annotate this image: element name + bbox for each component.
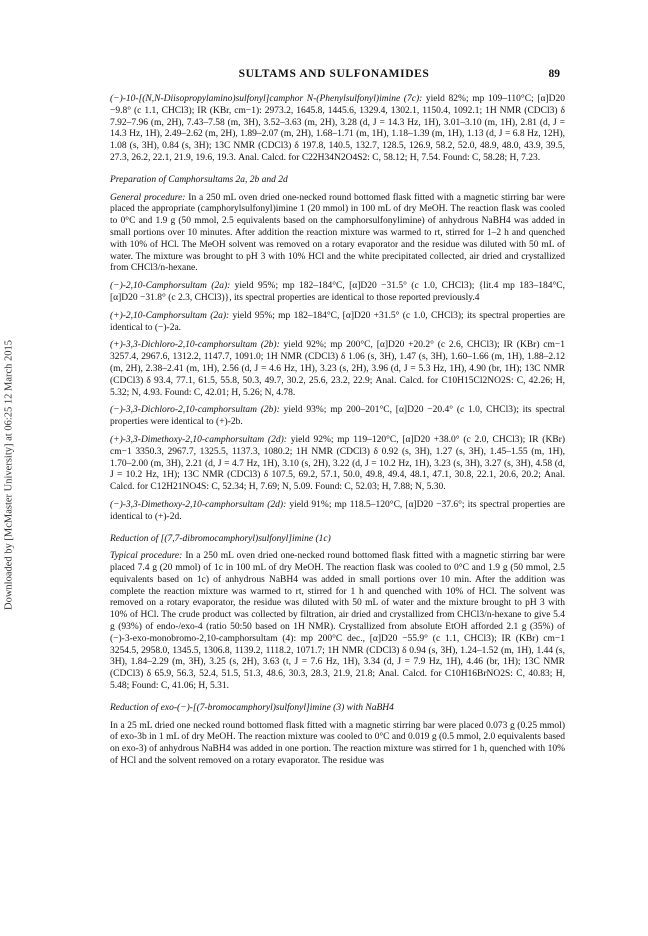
page-number: 89 [548,68,560,80]
compound-entry [110,340,565,399]
procedure-paragraph [110,193,565,276]
procedure-paragraph: In a 25 mL dried one necked round bottomed flask fitted with a magnetic stirring bar were placed 0.073 g (0.25 mmol) of exo-3b in 1 mL of dry MeOH. The reaction mixture was cooled to 0°C and 0.019 g (0.5 mmol, 2.0 equivalents based on exo-3) of anhydrous NaBH4 was added in one portion. The reaction mixture was stirred for 1 h, quenched with 10% of HCl and the solvent removed on a rotary evaporator. The residue was [110,720,565,767]
procedure-paragraph [110,551,565,693]
compound-entry [110,435,565,494]
compound-entry [110,94,565,165]
download-note: Downloaded by [McMaster University] at 06:25 12 March 2015 [3,339,15,611]
compound-entry [110,281,565,305]
compound-data: yield 82%; mp 109–110°C; [α]D20 −9.8° (c 1.1, CHCl3); IR (KBr, cm−1): 2973.2, 1645.8, 1445.6, 1329.4, 1302.1, 1150.4, 1092.1; 1H NMR (CDCl3) δ 7.92–7.96 (m, 2H), 7.43–7.58 (m, 3H), 3.52–3.63 (m, 2H), 3.28 (d, J = 14.3 Hz, 1H), 3.01–3.10 (m, 1H), 2.81 (d, J = 14.3 Hz, 1H), 2.49–2.62 (m, 2H), 1.89–2.07 (m, 2H), 1.68–1.71 (m, 1H), 1.18–1.39 (m, 1H), 1.13 (d, J = 6.8 Hz, 12H), 1.08 (s, 3H), 0.84 (s, 3H); 13C NMR (CDCl3) δ 197.8, 140.5, 132.7, 128.5, 126.9, 58.2, 52.0, 48.9, 48.0, 43.9, 39.5, 27.3, 26.2, 22.1, 21.9, 19.6, 19.3. Anal. Calcd. for C22H34N2O4S2: C, 58.12; H, 7.54. Found: C, 58.28; H, 7.23. [110,94,565,163]
compound-name: (−)-2,10-Camphorsultam (2a): [110,281,231,292]
running-title: SULTAMS AND SULFONAMIDES [238,68,430,80]
section-heading: Reduction of exo-(−)-[(7-bromocamphoryl)sulfonyl]imine (3) with NaBH4 [110,702,394,713]
compound-data: yield 93%; mp 200–201°C, [α]D20 −20.4° (c 1.0, CHCl3); its spectral properties were identical to (+)-2b. [110,405,565,428]
download-watermark [0,175,18,775]
page-header [110,68,558,82]
compound-entry [110,405,565,429]
procedure-text: In a 250 mL oven dried one-necked round bottomed flask fitted with a magnetic stirring bar were placed 7.4 g (20 mmol) of 1c in 100 mL of dry MeOH. The reaction flask was cooled to 0°C and 1.9 g (50 mmol, 2.5 equivalents based on 1c) of anhydrous NaBH4 was added in small portions over 10 min. After the addition was complete the reaction mixture was warmed to rt, stirred for 1 h and quenched with 10% of HCl. The solvent was removed on a rotary evaporator, the residue was diluted with 50 mL of water and the mixture brought to pH 3 with 10% of HCl. The crude product was collected by filtration, air dried and crystallized from CHCl3/n-hexane to give 5.4 g (93%) of endo-/exo-4 (ratio 50:50 based on 1H NMR). Crystallized from absolute EtOH afforded 2.1 g (35%) of (−)-3-exo-monobromo-2,10-camphorsultam (4): mp 200°C dec., [α]D20 −55.9° (c 1.1, CHCl3); IR (KBr) cm−1 3254.5, 2958.0, 1345.5, 1306.8, 1139.2, 1118.2, 1071.7; 1H NMR (CDCl3) δ 0.94 (s, 3H), 1.24–1.52 (m, 1H), 1.44 (s, 3H), 1.84–2.29 (m, 3H), 3.25 (s, 2H), 3.63 (t, J = 7.6 Hz, 1H), 3.34 (d, J = 7.9 Hz, 1H), 4.46 (br, 1H); 13C NMR (CDCl3) δ 65.9, 56.3, 52.4, 51.5, 51.3, 48.6, 30.3, 28.3, 21.9, 21.8; Anal. Calcd. for C10H16BrNO2S: C, 40.83; H, 5.48; Found: C, 41.06; H, 5.31. [110,551,565,692]
compound-name: (−)-10-[(N,N-Diisopropylamino)sulfonyl]camphor N-(Phenylsulfonyl)imine (7c): [110,94,423,104]
compound-entry [110,500,565,524]
procedure-label: Typical procedure: [110,551,183,562]
compound-name: (+)-3,3-Dichloro-2,10-camphorsultam (2b): [110,340,280,351]
compound-data: yield 95%; mp 182–184°C, [α]D20 +31.5° (c 1.0, CHCl3); its spectral properties are identical to (−)-2a. [110,310,565,333]
section-heading: Reduction of [(7,7-dibromocamphoryl)sulfonyl]imine (1c) [110,533,331,544]
procedure-text: In a 250 mL oven dried one-necked round bottomed flask fitted with a magnetic stirring bar were placed the appropriate (camphorylsulfonyl)imine 1 (20 mmol) in 100 mL of dry MeOH. The reaction flask was cooled to 0°C and 1.9 g (50 mmol, 2.5 equivalents based on the camphorsulfonylimine) of anhydrous NaBH4 was added in small portions over 10 minutes. After addition the reaction mixture was warmed to rt, stirred for 1–2 h and quenched with 10% of HCl. The MeOH solvent was removed on a rotary evaporator and the residue was diluted with 50 mL of water. The mixture was brought to pH 3 with 10% HCl and the white precipitated collected, air dried and crystallized from CHCl3/n-hexane. [110,192,565,274]
compound-data: yield 92%; mp 200°C, [α]D20 +20.2° (c 2.6, CHCl3); IR (KBr) cm−1 3257.4, 2967.6, 1312.2, 1147.7, 1091.0; 1H NMR (CDCl3) δ 1.06 (s, 3H), 1.47 (s, 3H), 1.60–1.66 (m, 1H), 1.88–2.12 (m, 2H), 2.38–2.41 (m, 1H), 2.56 (d, J = 4.6 Hz, 1H), 3.23 (s, 2H), 3.96 (d, J = 5.3 Hz, 1H), 4.90 (br, 1H); 13C NMR (CDCl3) δ 93.4, 77.1, 61.5, 55.8, 50.3, 49.7, 30.2, 25.6, 23.2, 22.9; Anal. Calcd. for C10H15Cl2NO2S: C, 42.26; H, 5.32; N, 4.93. Found: C, 42.01; H, 5.26; N, 4.78. [110,340,565,398]
compound-name: (−)-3,3-Dichloro-2,10-camphorsultam (2b): [110,405,280,416]
article-body [110,94,565,774]
compound-data: yield 95%; mp 182–184°C, [α]D20 −31.5° (c 1.0, CHCl3); {lit.4 mp 183–184°C, [α]D20 −31.8° (c 2.3, CHCl3)}, its spectral properties are identical to those reported previously.4 [110,281,565,303]
compound-data: yield 91%; mp 118.5–120°C, [α]D20 −37.6°; its spectral properties are identical to (+)-2d. [110,499,565,522]
compound-name: (−)-3,3-Dimethoxy-2,10-camphorsultam (2d): [110,499,287,510]
procedure-label: General procedure: [110,192,186,203]
section-heading: Preparation of Camphorsultams 2a, 2b and 2d [110,174,288,185]
compound-data: yield 92%; mp 119–120°C, [α]D20 +38.0° (c 2.0, CHCl3); IR (KBr) cm−1 3350.3, 2967.7, 1325.5, 1137.3, 1080.2; 1H NMR (CDCl3) δ 0.92 (s, 3H), 1.27 (s, 3H), 1.45–1.55 (m, 1H), 1.70–2.00 (m, 3H), 2.21 (d, J = 4.7 Hz, 1H), 3.10 (s, 2H), 3.22 (d, J = 10.2 Hz, 1H), 3.23 (s, 3H), 3.27 (s, 3H), 4.58 (d, J = 10.2 Hz, 1H); 13C NMR (CDCl3) δ 107.5, 69.2, 57.1, 50.0, 49.8, 49.4, 48.1, 47.1, 30.8, 22.1, 20.6, 20.2; Anal. Calcd. for C12H21NO4S: C, 52.34; H, 7.69; N, 5.09. Found: C, 52.03; H, 7.88; N, 5.30. [110,434,565,493]
compound-entry [110,311,565,335]
compound-name: (+)-3,3-Dimethoxy-2,10-camphorsultam (2d): [110,434,287,445]
compound-name: (+)-2,10-Camphorsultam (2a): [110,310,230,321]
